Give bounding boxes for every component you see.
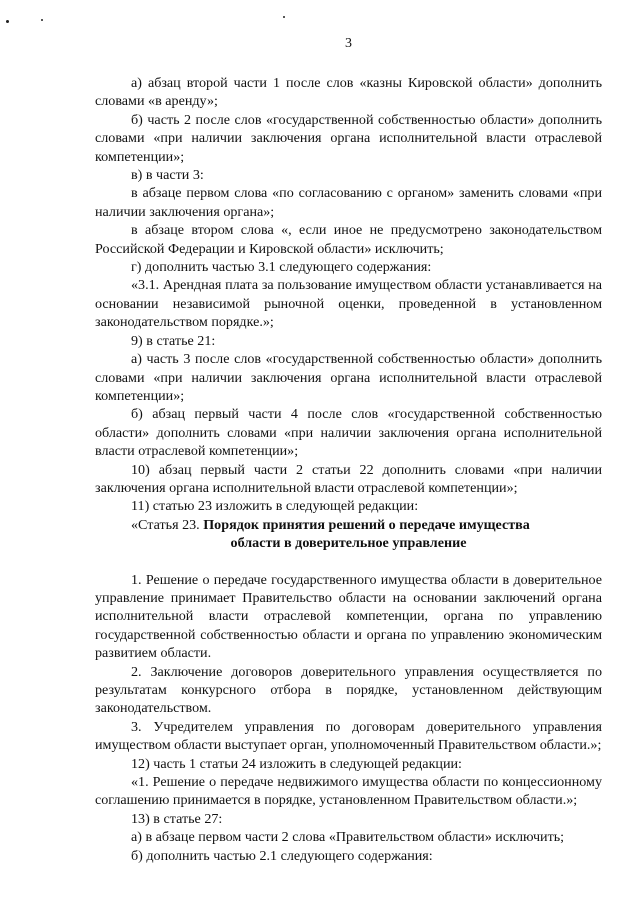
paragraph: 9) в статье 21: — [131, 332, 216, 349]
paragraph: 2. Заключение договоров доверительного управления осуществляется по результатам конкурсного отбора в порядке, установленном действующим законодательством. — [95, 663, 602, 717]
paragraph: 13) в статье 27: — [131, 810, 223, 827]
body-top — [95, 74, 602, 516]
paragraph: б) часть 2 после слов «государственной собственностью области» дополнить словами «при наличии заключения органа исполнительной власти отраслевой компетенции»; — [95, 111, 602, 165]
paragraph: «3.1. Арендная плата за пользование имуществом области устанавливается на основании независимой рыночной оценки, проведенной в установленном законодательством порядке.»; — [95, 277, 602, 331]
paragraph: в абзаце первом слова «по согласованию с органом» заменить словами «при наличии заключения органа»; — [95, 185, 602, 220]
paragraph: а) в абзаце первом части 2 слова «Правительством области» исключить; — [131, 829, 565, 846]
paragraph: 11) статью 23 изложить в следующей редакции: — [131, 498, 419, 515]
paragraph: б) абзац первый части 4 после слов «государственной собственностью области» дополнить словами «при наличии заключения органа исполнительной власти отраслевой компетенции»; — [95, 406, 602, 460]
article-heading-title: Порядок принятия решений о передаче имущества — [203, 516, 530, 533]
paragraph: 10) абзац первый части 2 статьи 22 дополнить словами «при наличии заключения органа исполнительной власти отраслевой компетенции»; — [95, 461, 602, 496]
paragraph: а) часть 3 после слов «государственной собственностью области» дополнить словами «при наличии заключения органа исполнительной власти отраслевой компетенции»; — [95, 351, 602, 404]
page-number: 3 — [345, 36, 352, 51]
article-heading — [95, 516, 602, 534]
paragraph: 1. Решение о передаче государственного имущества области в доверительное управление принимает Правительство области на основании заключений органа исполнительной власти отраслевой компетенции, органа по управлению государственной собственностью области и органа по управлению экономическим развитием области. — [95, 571, 602, 662]
paragraph: а) абзац второй части 1 после слов «казны Кировской области» дополнить словами «в аренду»; — [95, 75, 602, 110]
scan-speck — [283, 16, 285, 18]
paragraph: «1. Решение о передаче недвижимого имущества области по концессионному соглашению принимается в порядке, установленном Правительством области.»; — [95, 774, 602, 809]
paragraph: в) в части 3: — [131, 167, 204, 184]
article-heading-title-continued: области в доверительное управление — [230, 535, 467, 552]
scan-speck — [41, 19, 43, 21]
scan-speck — [6, 20, 9, 23]
paragraph: в абзаце втором слова «, если иное не предусмотрено законодательством Российской Федерации и Кировской области» исключить; — [95, 222, 602, 257]
paragraph: 12) часть 1 статьи 24 изложить в следующей редакции: — [131, 755, 462, 772]
paragraph: 3. Учредителем управления по договорам доверительного управления имуществом области выступает орган, уполномоченный Правительством области.»; — [95, 718, 602, 754]
article-heading-prefix: «Статья 23. — [131, 516, 204, 533]
paragraph: г) дополнить частью 3.1 следующего содержания: — [131, 259, 432, 276]
paragraph: б) дополнить частью 2.1 следующего содержания: — [131, 847, 433, 864]
body-bottom — [95, 571, 602, 866]
